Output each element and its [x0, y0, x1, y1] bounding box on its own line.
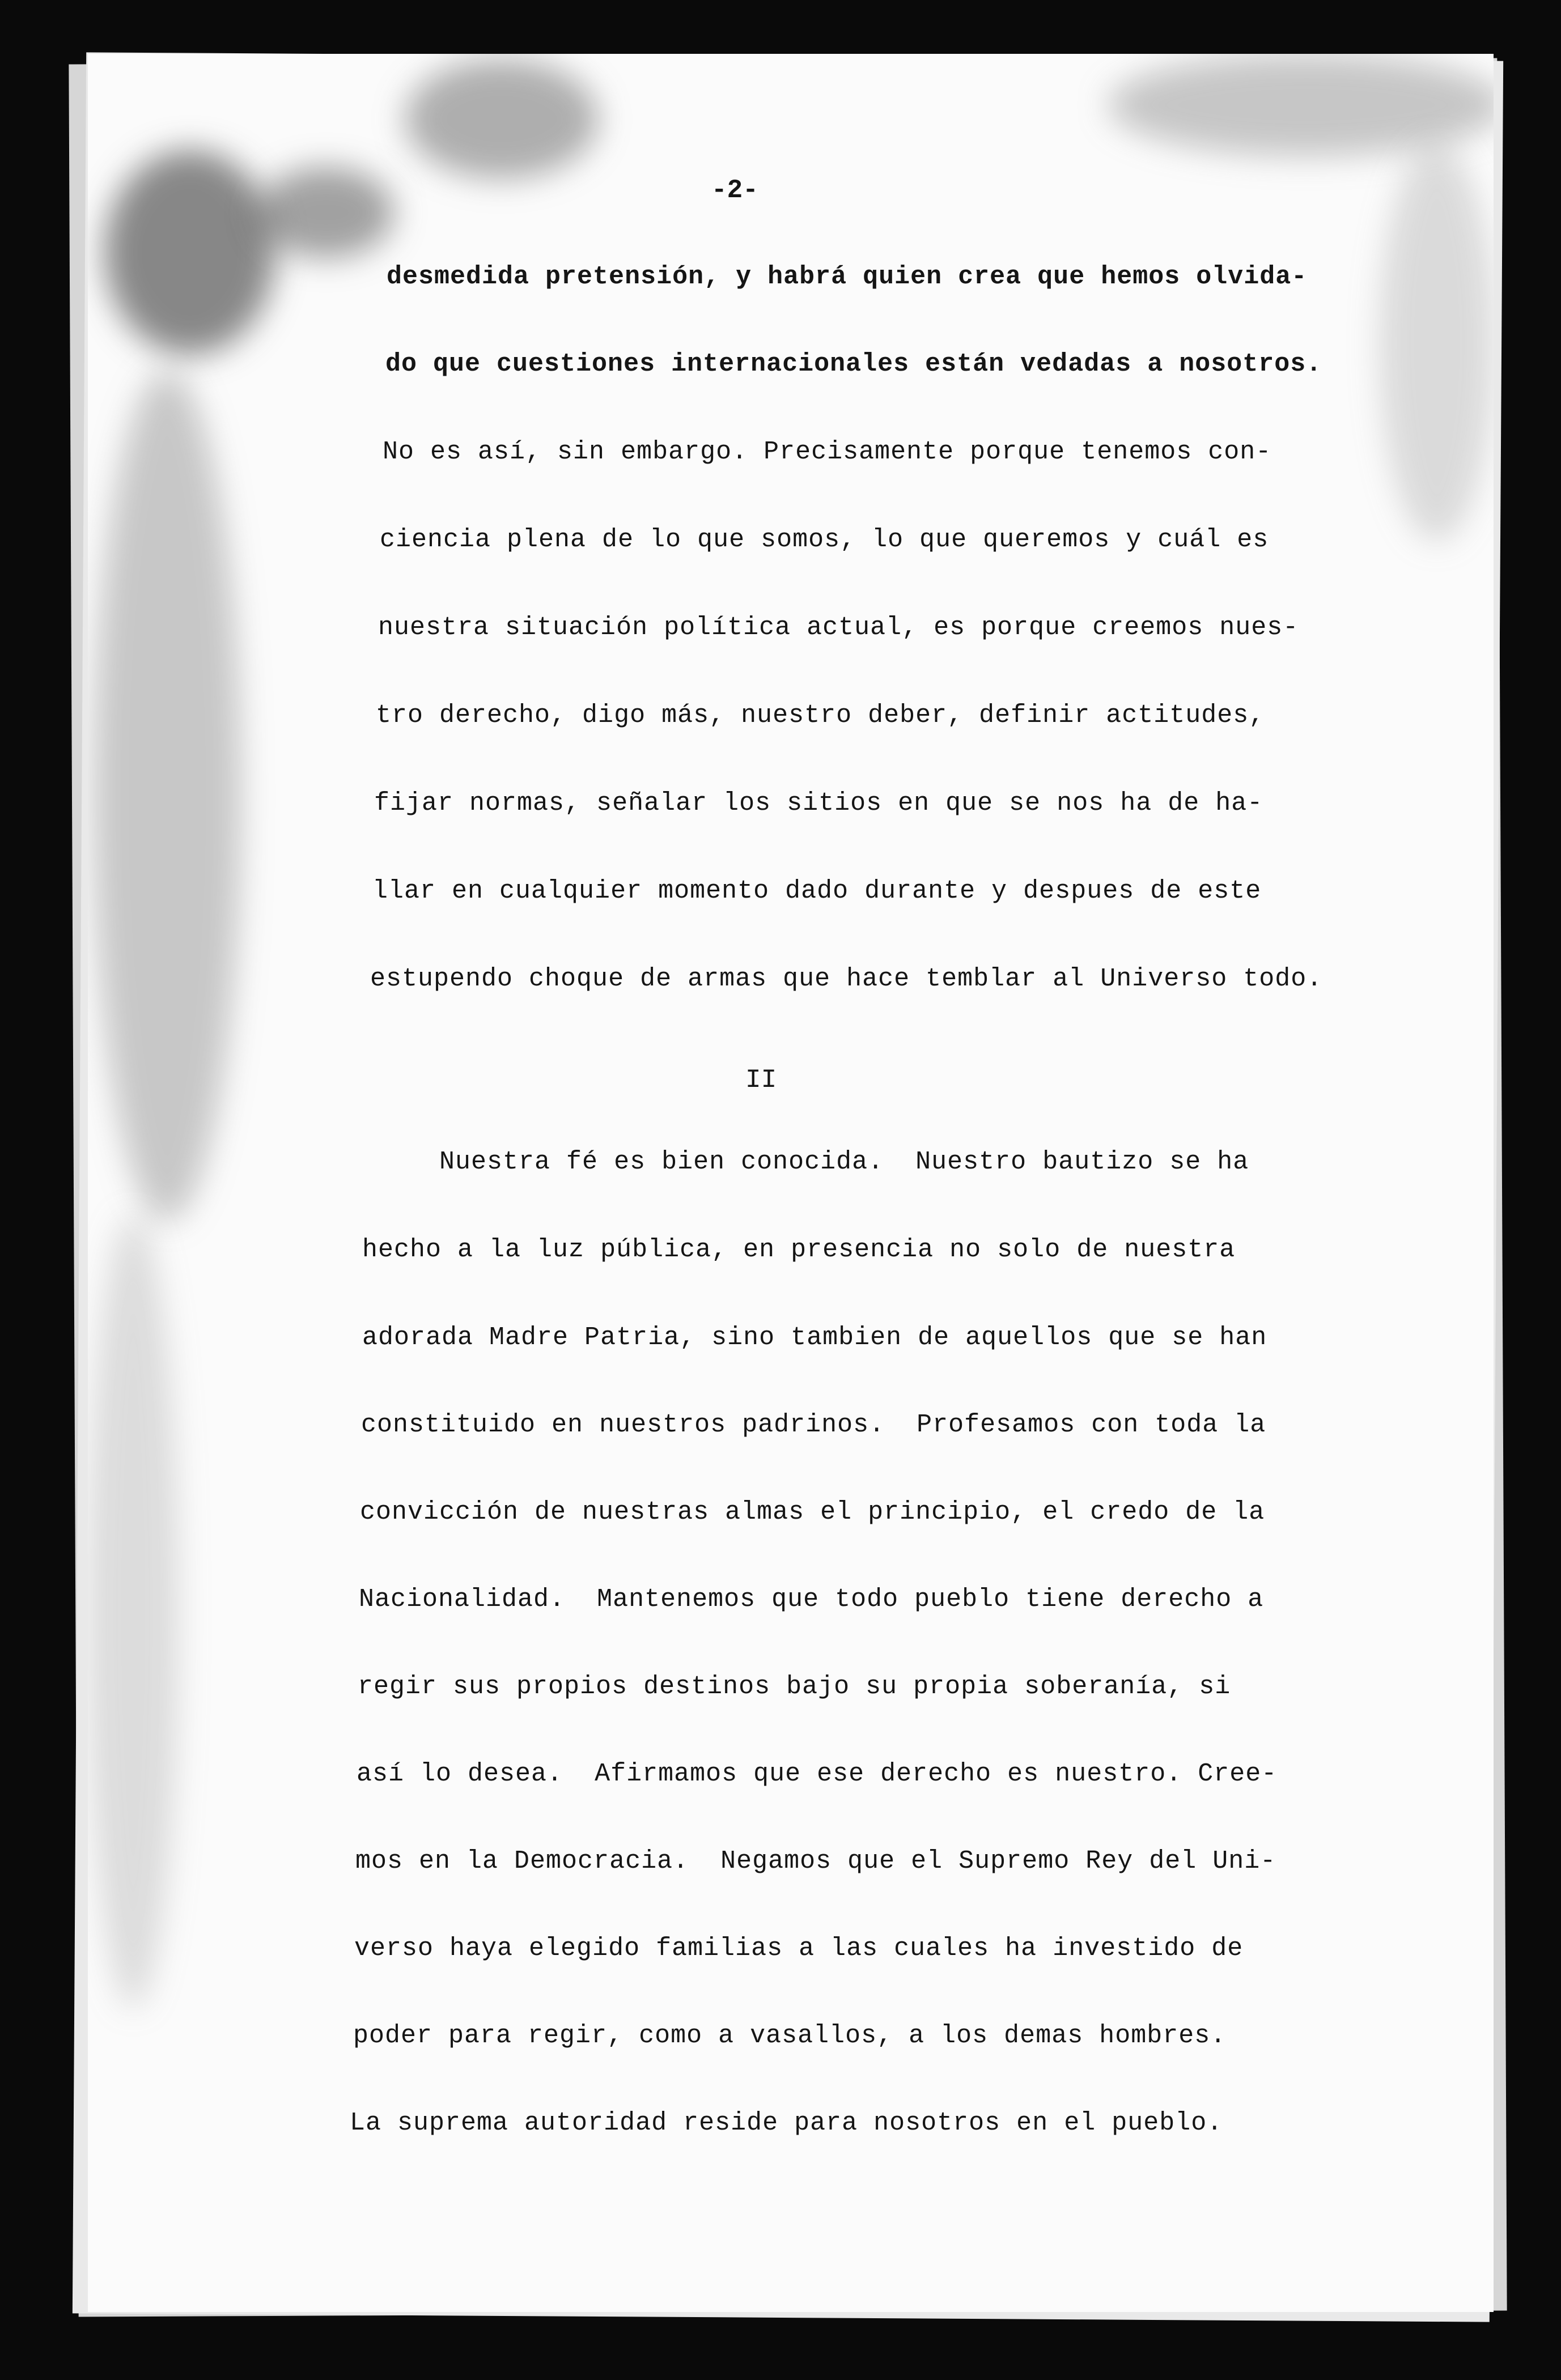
text-line: ciencia plena de lo que somos, lo que queremos y cuál es [380, 525, 1269, 554]
text-line: adorada Madre Patria, sino tambien de aquellos que se han [362, 1323, 1267, 1352]
text-line: desmedida pretensión, y habrá quien crea que hemos olvida- [387, 262, 1308, 291]
text-line: llar en cualquier momento dado durante y despues de este [372, 877, 1262, 906]
text-line: poder para regir, como a vasallos, a los demas hombres. [353, 2021, 1227, 2050]
ink-stain [88, 1216, 179, 2009]
page-number: -2- [711, 176, 758, 205]
text-line: hecho a la luz pública, en presencia no solo de nuestra [362, 1235, 1236, 1264]
text-line: No es así, sin embargo. Precisamente porque tenemos con- [383, 437, 1272, 466]
text-line: mos en la Democracia. Negamos que el Supremo Rey del Uni- [355, 1847, 1276, 1876]
text-line: verso haya elegido familias a las cuales ha investido de [354, 1934, 1244, 1963]
text-line: do que cuestiones internacionales están vedadas a nosotros. [385, 350, 1322, 379]
section-heading: II [745, 1065, 777, 1095]
text-line: fijar normas, señalar los sitios en que se nos ha de ha- [374, 789, 1263, 818]
text-line: así lo desea. Afirmamos que ese derecho es nuestro. Cree- [357, 1760, 1278, 1788]
document-page [88, 54, 1494, 2312]
text-line: tro derecho, digo más, nuestro deber, definir actitudes, [376, 701, 1265, 730]
text-line: nuestra situación política actual, es porque creemos nues- [378, 613, 1299, 642]
text-line: constituido en nuestros padrinos. Profesamos con toda la [361, 1410, 1266, 1439]
text-line: regir sus propios destinos bajo su propia soberanía, si [358, 1672, 1231, 1701]
text-line: La suprema autoridad reside para nosotros en el pueblo. [350, 2109, 1223, 2137]
text-line: convicción de nuestras almas el principio, el credo de la [360, 1498, 1265, 1527]
text-line: estupendo choque de armas que hace temblar al Universo todo. [370, 964, 1323, 993]
text-line: Nacionalidad. Mantenemos que todo pueblo tiene derecho a [359, 1585, 1264, 1614]
text-line: Nuestra fé es bien conocida. Nuestro bautizo se ha [360, 1148, 1249, 1176]
ink-stain [94, 371, 241, 1221]
